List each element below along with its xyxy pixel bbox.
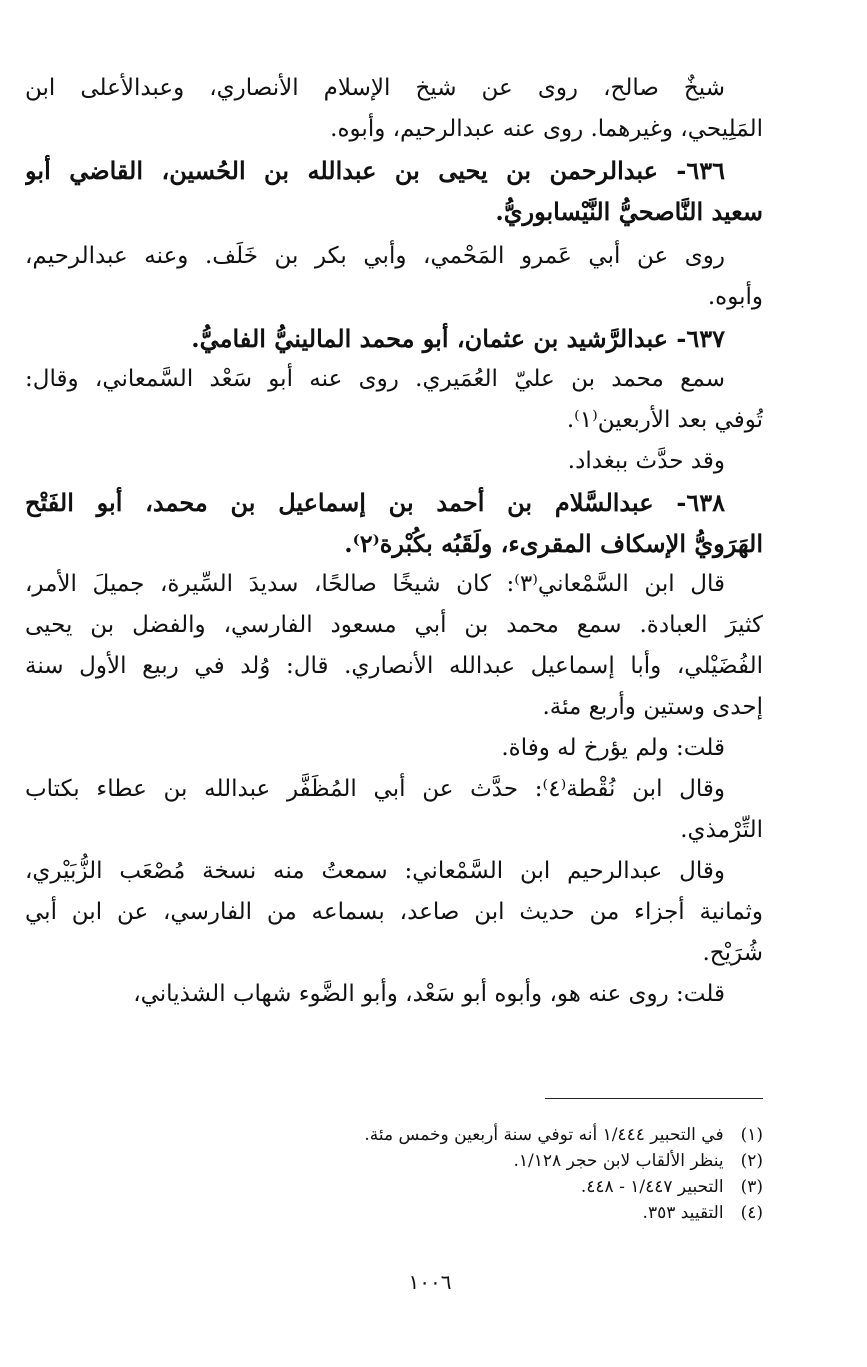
entry-heading-638: ٦٣٨- عبدالسَّلام بن أحمد بن إسماعيل بن محمد، أبو الفَتْح: [25, 488, 725, 517]
footnote-3: [300, 1174, 763, 1200]
footnote-4: [300, 1200, 763, 1226]
footnote-number: (٤): [740, 1203, 763, 1223]
text-line: شيخٌ صالح، روى عن شيخ الإسلام الأنصاري، وعبدالأعلى ابن: [25, 75, 725, 101]
text-line: تُوفي بعد الأربعين⁽١⁾.: [566, 407, 763, 433]
text-line: الفُضَيْلي، وأبا إسماعيل عبدالله الأنصاري. قال: وُلد في ربيع الأول سنة: [25, 653, 763, 679]
page-number: ١٠٠٦: [408, 1270, 452, 1294]
text-line: المَلِيحي، وغيرهما. روى عنه عبدالرحيم، وأبوه.: [330, 116, 763, 142]
text-line: شُرَيْح.: [702, 940, 763, 966]
page-body: [25, 68, 763, 1015]
text-line: وقال ابن نُقْطة⁽٤⁾: حدَّث عن أبي المُظَفَّر عبدالله بن عطاء بكتاب: [25, 776, 725, 802]
footnote-text: ينظر الألقاب لابن حجر ١/١٢٨.: [513, 1151, 724, 1171]
entry-heading-638-cont: الهَرَويُّ الإسكاف المقرىء، ولَقَبُه بكُبْرة⁽٢⁾.: [344, 529, 763, 558]
text-line: وقال عبدالرحيم ابن السَّمْعاني: سمعتُ منه نسخة مُصْعَب الزُّبَيْري،: [25, 858, 725, 884]
footnote-divider: [545, 1098, 763, 1099]
text-line: وثمانية أجزاء من حديث ابن صاعد، بسماعه من الفارسي، عن ابن أبي: [25, 899, 763, 925]
entry-heading-636-cont: سعيد النَّاصحيُّ النَّيْسابوريُّ.: [495, 197, 763, 226]
footnote-number: (٢): [740, 1151, 763, 1171]
text-line: روى عن أبي عَمرو المَحْمي، وأبي بكر بن خَلَف. وعنه عبدالرحيم،: [25, 243, 725, 269]
footnote-text: التقييد ٣٥٣.: [642, 1203, 724, 1223]
footnote-text: التحبير ١/٤٤٧ - ٤٤٨.: [580, 1177, 724, 1197]
text-line: التِّرْمذي.: [680, 817, 763, 843]
footnote-number: (١): [740, 1125, 763, 1145]
text-line: سمع محمد بن عليّ العُمَيري. روى عنه أبو سَعْد السَّمعاني، وقال:: [25, 366, 725, 392]
footnote-2: [300, 1148, 763, 1174]
entry-heading-637: ٦٣٧- عبدالرَّشيد بن عثمان، أبو محمد المالينيُّ الفاميُّ.: [191, 324, 725, 353]
footnote-1: [300, 1122, 763, 1148]
text-line: كثيرَ العبادة. سمع محمد بن أبي مسعود الفارسي، والفضل بن يحيى: [25, 612, 763, 638]
text-line: قال ابن السَّمْعاني⁽٣⁾: كان شيخًا صالحًا، سديدَ السِّيرة، جميلَ الأمر،: [25, 571, 725, 597]
text-line: وأبوه.: [707, 284, 763, 310]
text-line: قلت: ولم يؤرخ له وفاة.: [501, 735, 725, 761]
text-line: قلت: روى عنه هو، وأبوه أبو سَعْد، وأبو الضَّوء شهاب الشذياني،: [133, 981, 725, 1007]
footnote-number: (٣): [740, 1177, 763, 1197]
text-line: وقد حدَّث ببغداد.: [567, 448, 725, 474]
entry-heading-636: ٦٣٦- عبدالرحمن بن يحيى بن عبدالله بن الحُسين، القاضي أبو: [25, 156, 725, 185]
text-line: إحدى وستين وأربع مئة.: [542, 694, 763, 720]
footnote-text: في التحبير ١/٤٤٤ أنه توفي سنة أربعين وخمس مئة.: [364, 1125, 724, 1145]
footnotes: [300, 1122, 763, 1226]
